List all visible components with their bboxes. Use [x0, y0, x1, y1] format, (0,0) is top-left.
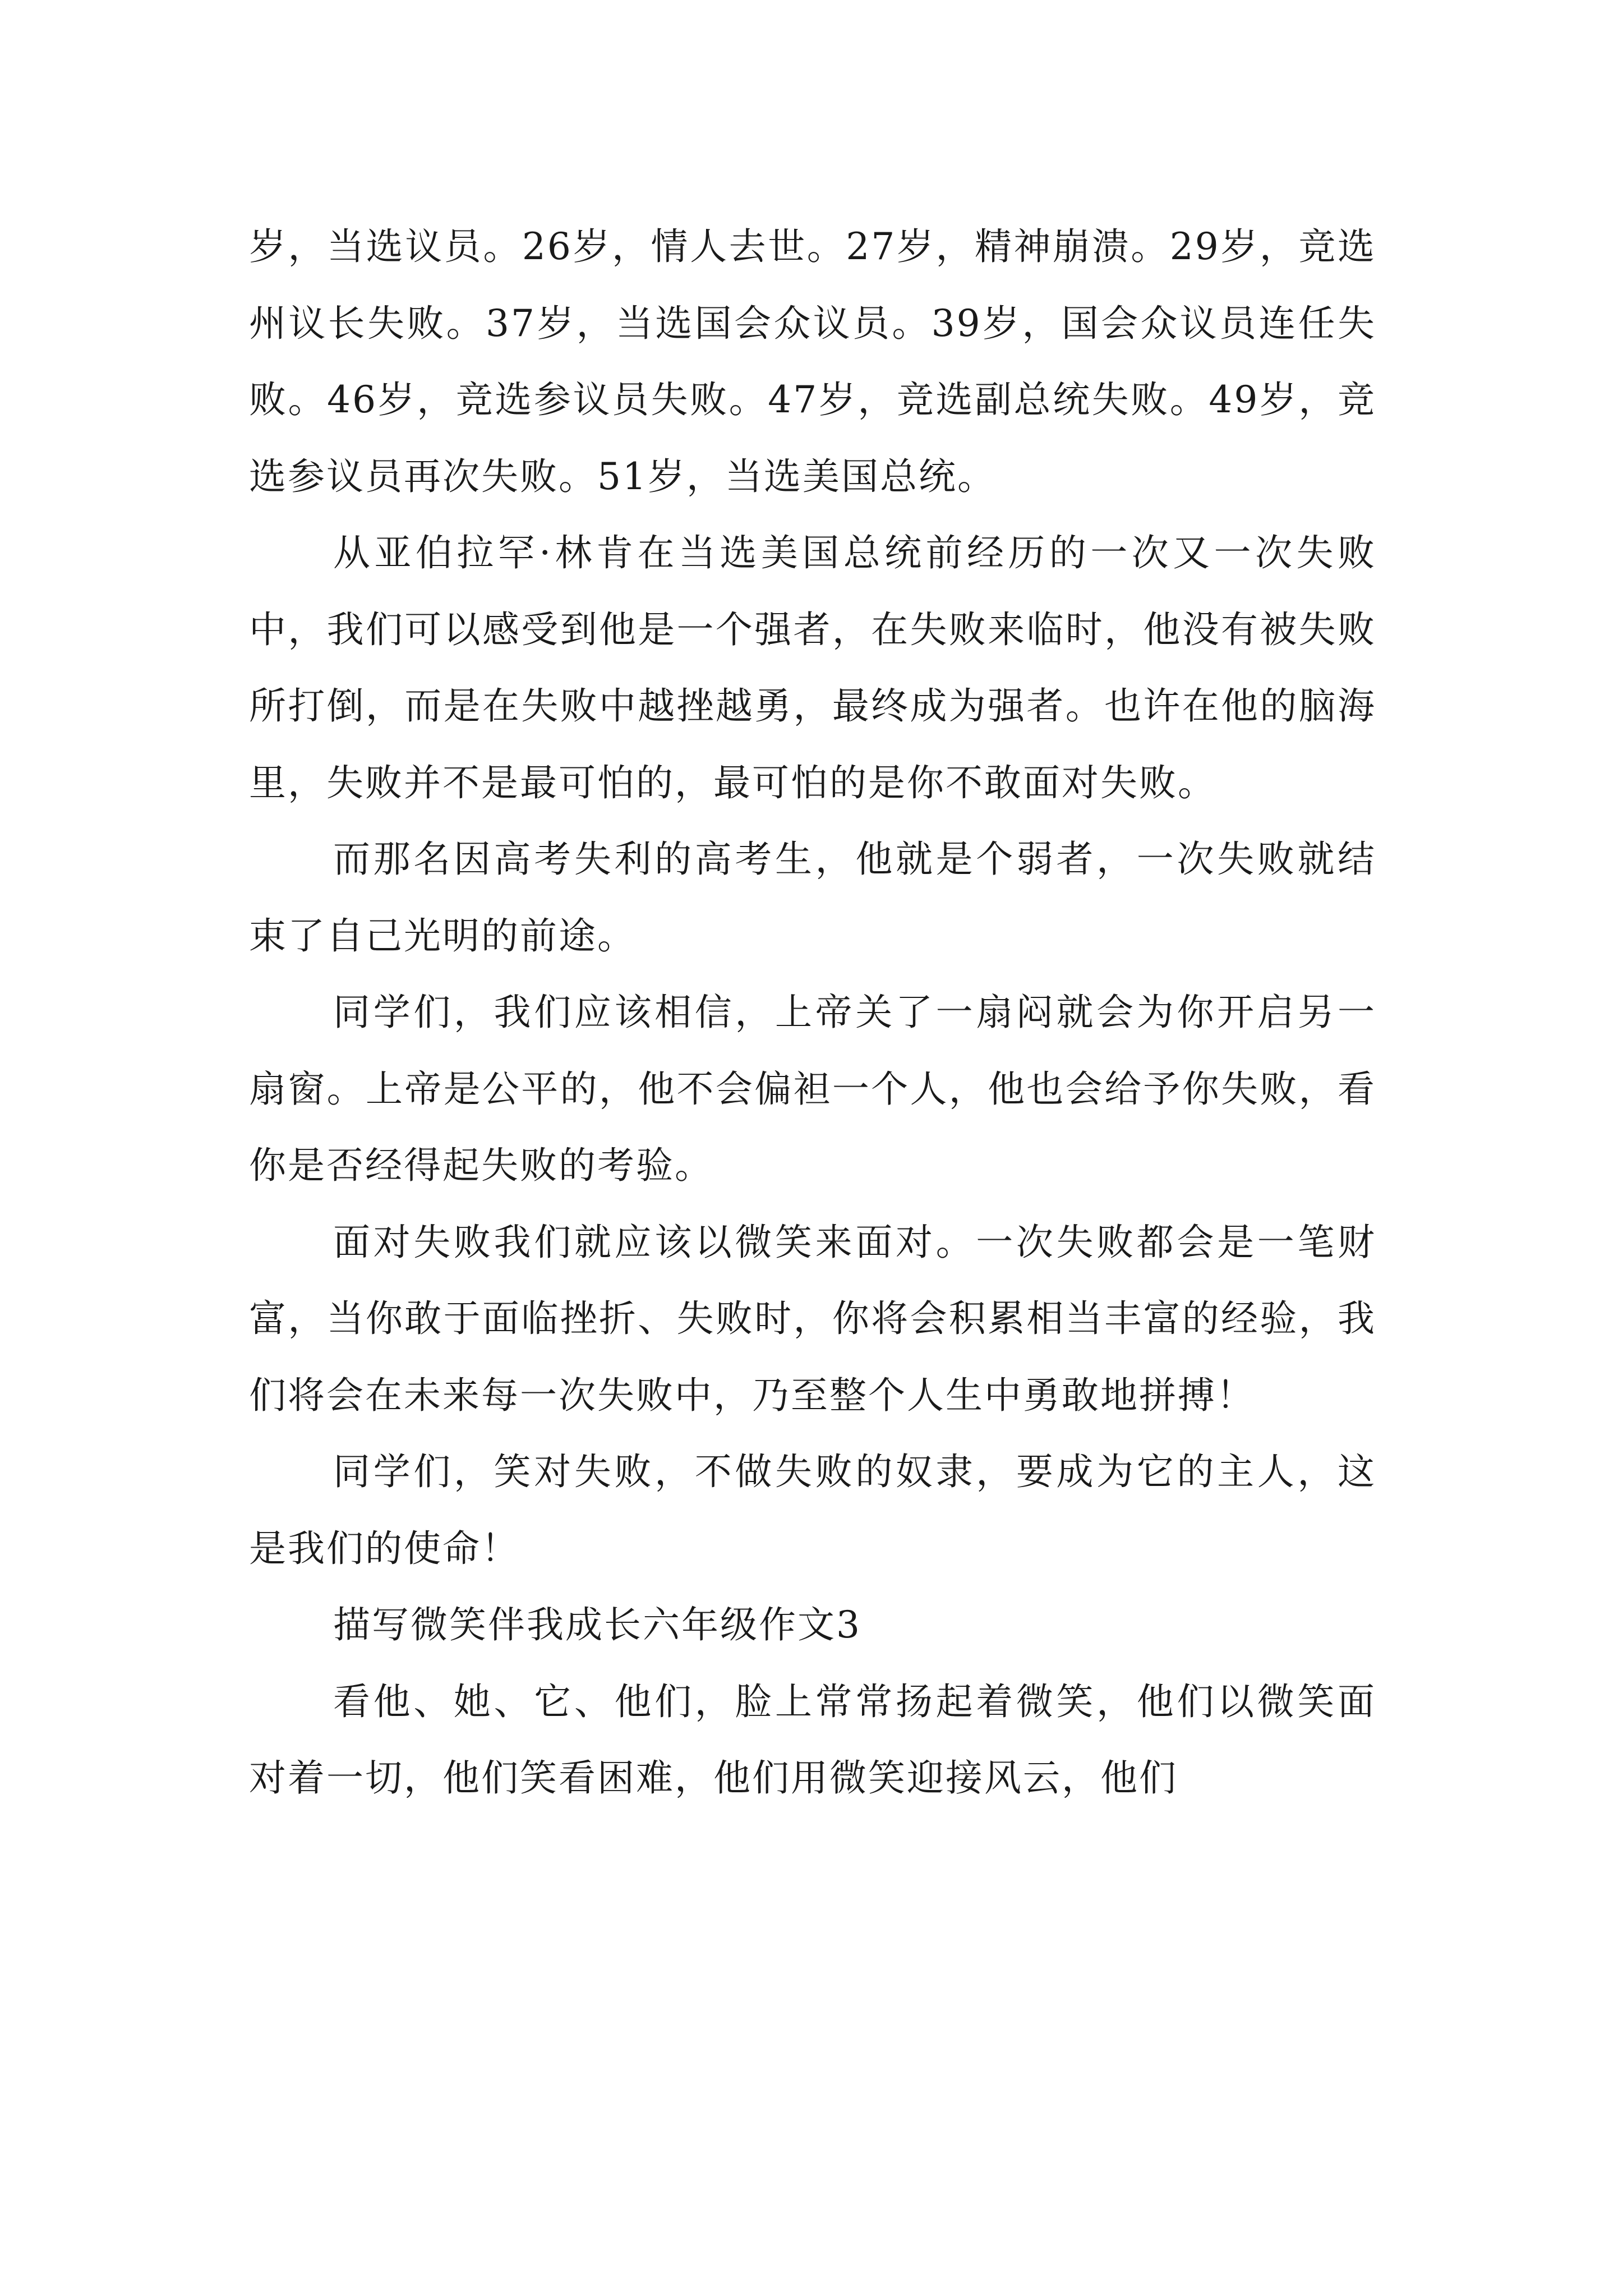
paragraph-lincoln-reflection: 从亚伯拉罕·林肯在当选美国总统前经历的一次又一次失败中，我们可以感受到他是一个强者，在失败来临时，他没有被失败所打倒，而是在失败中越挫越勇，最终成为强者。也许在他的脑海里，失败并不是最可怕的，最可怕的是你不敢面对失败。	[249, 531, 1376, 804]
paragraph-mission: 同学们，笑对失败，不做失败的奴隶，要成为它的主人，这是我们的使命！	[249, 1450, 1376, 1570]
paragraph-smile-intro: 看他、她、它、他们，脸上常常扬起着微笑，他们以微笑面对着一切，他们笑看困难，他们用微笑迎接风云，他们	[249, 1680, 1376, 1800]
paragraph-exam-student: 而那名因高考失利的高考生，他就是个弱者，一次失败就结束了自己光明的前途。	[249, 838, 1376, 958]
paragraph-lincoln-timeline: 岁，当选议员。26岁，情人去世。27岁，精神崩溃。29岁，竞选州议长失败。37岁，当选国会众议员。39岁，国会众议员连任失败。46岁，竞选参议员失败。47岁，竞选副总统失败。49岁，竞选参议员再次失败。51岁，当选美国总统。	[249, 225, 1376, 498]
document-body	[249, 209, 1376, 1817]
essay-heading: 描写微笑伴我成长六年级作文3	[333, 1603, 861, 1646]
paragraph-face-failure: 面对失败我们就应该以微笑来面对。一次失败都会是一笔财富，当你敢于面临挫折、失败时，你将会积累相当丰富的经验，我们将会在未来每一次失败中，乃至整个人生中勇敢地拼搏！	[249, 1220, 1376, 1417]
paragraph-god-window: 同学们，我们应该相信，上帝关了一扇闷就会为你开启另一扇窗。上帝是公平的，他不会偏袒一个人，他也会给予你失败，看你是否经得起失败的考验。	[249, 991, 1376, 1187]
